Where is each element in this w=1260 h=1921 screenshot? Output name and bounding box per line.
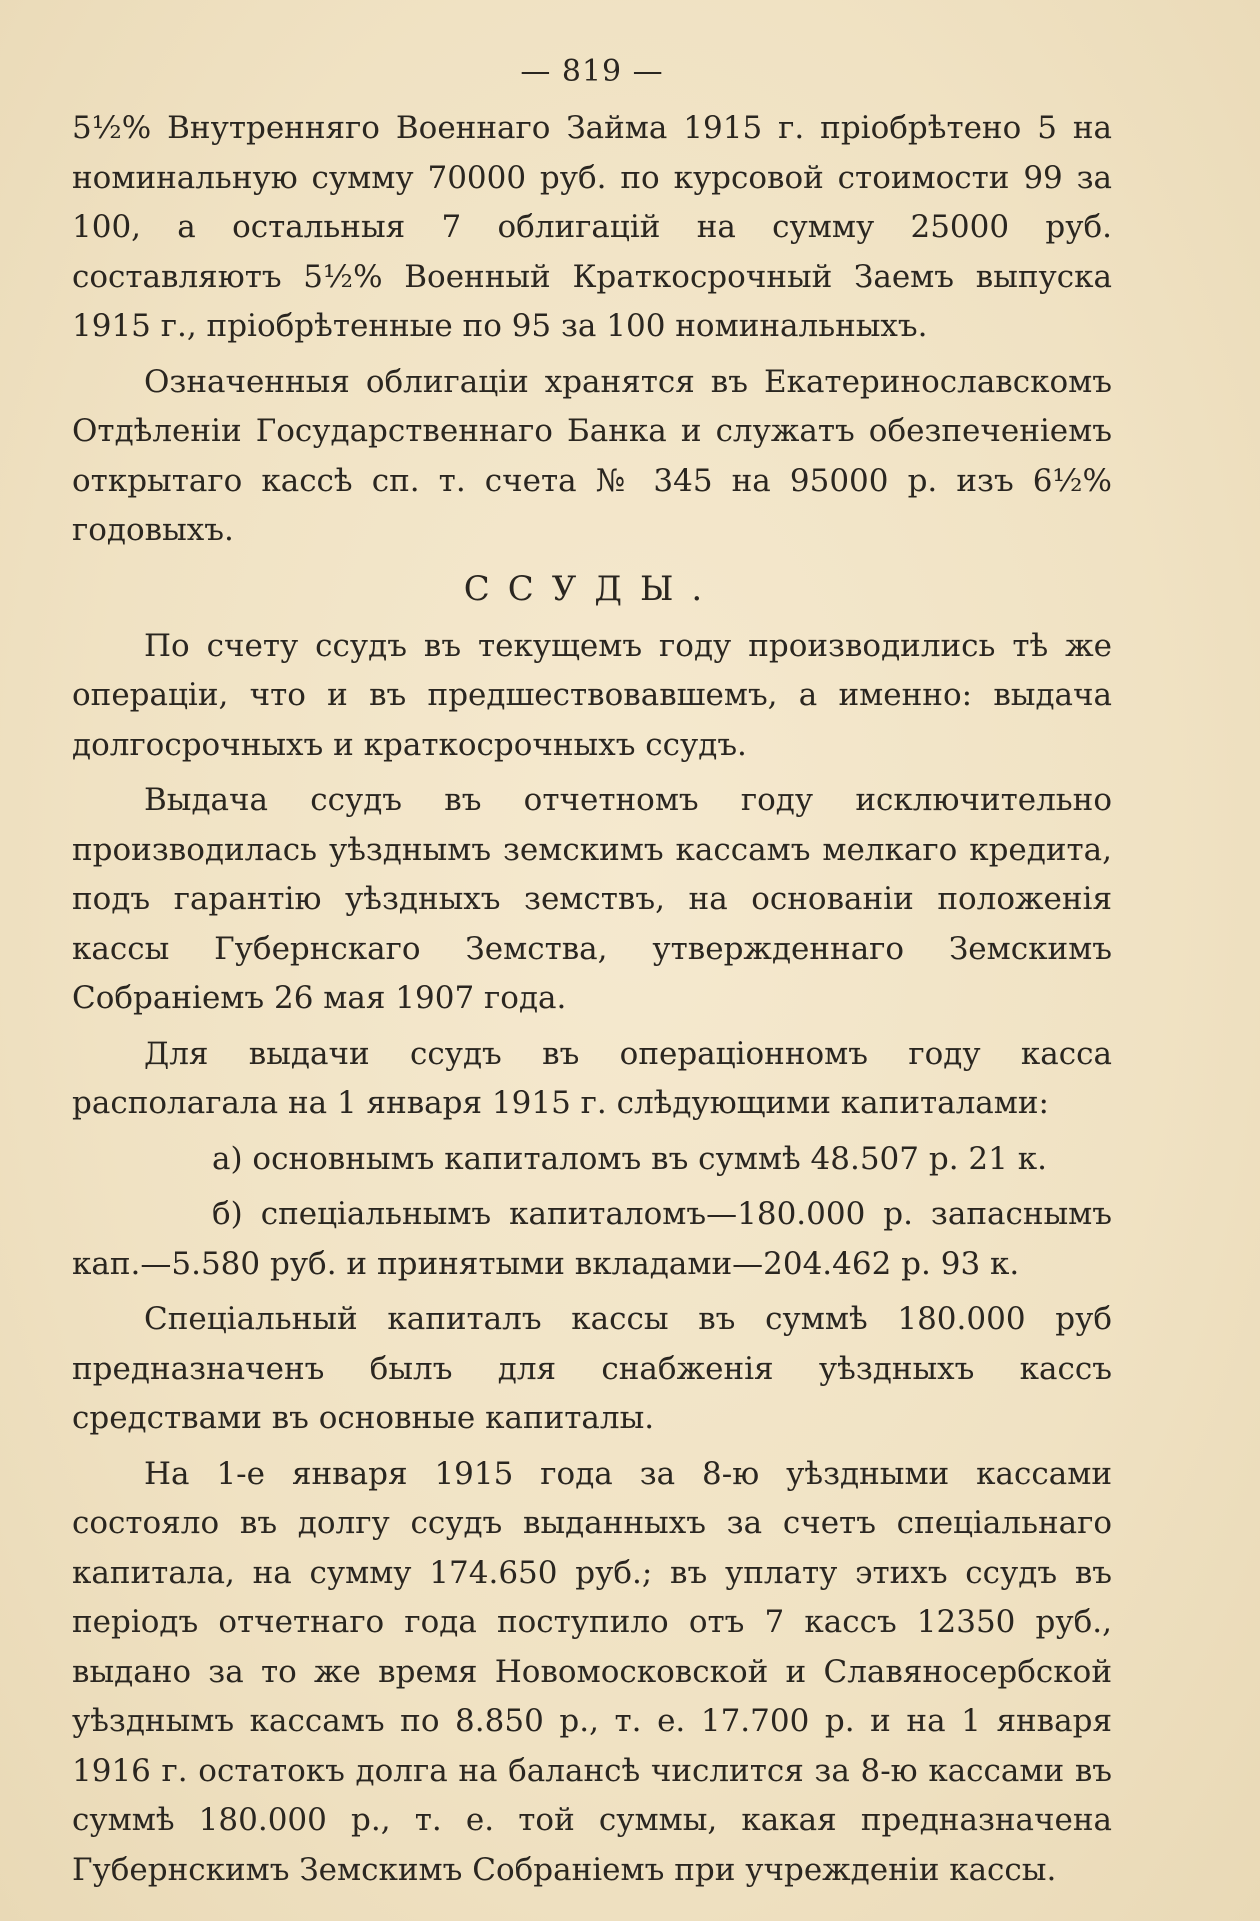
section-heading-loans: ССУДЫ.: [463, 568, 721, 609]
capital-item-b: б) спеціальнымъ капиталомъ—180.000 р. запаснымъ кап.—5.580 руб. и принятыми вкладами—204.462 р. 93 к.: [72, 1196, 1112, 1282]
paragraph-special-capital: Спеціальный капиталъ кассы въ суммѣ 180.000 руб предназначенъ былъ для снабженія уѣздныхъ кассъ средствами въ основные капиталы.: [72, 1301, 1112, 1436]
paragraph-debt-balance: На 1-е января 1915 года за 8-ю уѣздными кассами состояло въ долгу ссудъ выданныхъ за счетъ спеціальнаго капитала, на сумму 174.650 руб.; въ уплату этихъ ссудъ въ періодъ отчетнаго года поступило отъ 7 кассъ 12350 руб., выдано за то же время Новомосковской и Славяносербской уѣзднымъ кассамъ по 8.850 р., т. е. 17.700 р. и на 1 января 1916 г. остатокъ долга на балансѣ числится за 8-ю кассами въ суммѣ 180.000 р., т. е. той суммы, какая предназначена Губернскимъ Земскимъ Собраніемъ при учрежденіи кассы.: [72, 1455, 1112, 1888]
paragraph-bonds-storage: Означенныя облигаціи хранятся въ Екатеринославскомъ Отдѣленіи Государственнаго Банка и служатъ обезпеченіемъ открытаго кассѣ сп. т. счета № 345 на 95000 р. изъ 6½% годовыхъ.: [72, 363, 1112, 548]
paragraph-loan-issuance: Выдача ссудъ въ отчетномъ году исключительно производилась уѣзднымъ земскимъ кассамъ мелкаго кредита, подъ гарантію уѣздныхъ земствъ, на основаніи положенія кассы Губернскаго Земства, утвержденнаго Земскимъ Собраніемъ 26 мая 1907 года.: [72, 782, 1112, 1016]
page-number: — 819 —: [520, 54, 664, 89]
paragraph-capitals-intro: Для выдачи ссудъ въ операціонномъ году касса располагала на 1 января 1915 г. слѣдующими капиталами:: [72, 1035, 1112, 1121]
paragraph-loan-operations: По счету ссудъ въ текущемъ году производились тѣ же операціи, что и въ предшествовавшемъ, а именно: выдача долгосрочныхъ и краткосрочныхъ ссудъ.: [72, 627, 1112, 763]
page-content: [72, 50, 1112, 1901]
capital-item-a: а) основнымъ капиталомъ въ суммѣ 48.507 р. 21 к.: [212, 1140, 1047, 1177]
paragraph-war-loan: 5½% Внутренняго Военнаго Займа 1915 г. пріобрѣтено 5 на номинальную сумму 70000 руб. по курсовой стоимости 99 за 100, а остальныя 7 облигацій на сумму 25000 руб. составляютъ 5½% Военный Краткосрочный Заемъ выпуска 1915 г., пріобрѣтенные по 95 за 100 номинальныхъ.: [72, 110, 1112, 344]
